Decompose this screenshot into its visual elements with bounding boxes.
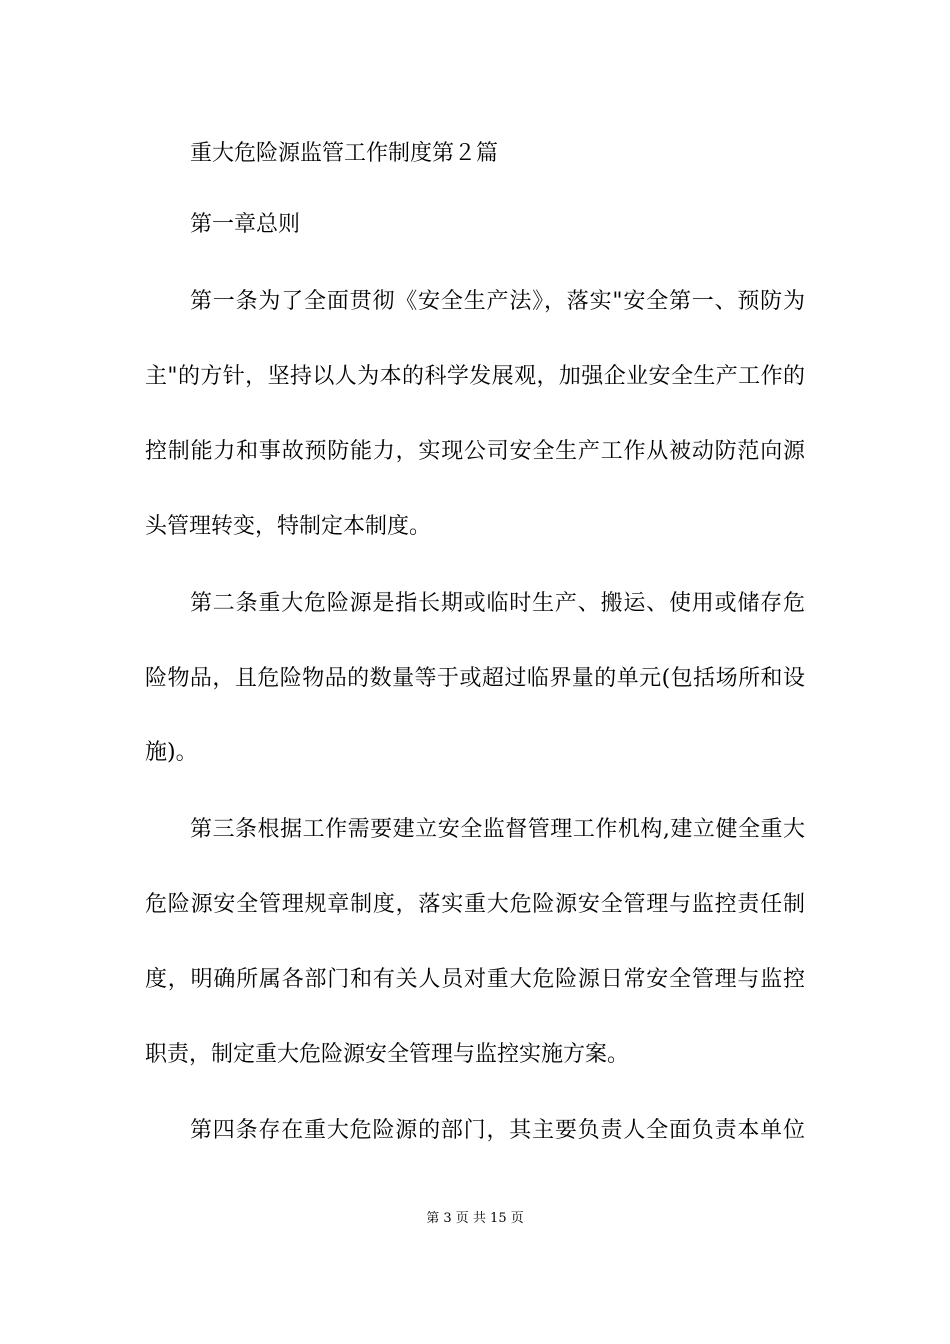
article-3-line-2: 危险源安全管理规章制度，落实重大危险源安全管理与监控责任制	[145, 892, 805, 917]
article-1-line-2: 主"的方针，坚持以人为本的科学发展观，加强企业安全生产工作的	[145, 364, 805, 389]
article-1-line-1: 第一条为了全面贯彻《安全生产法》，落实"安全第一、预防为	[190, 289, 805, 314]
article-2-line-2: 险物品，且危险物品的数量等于或超过临界量的单元(包括场所和设	[145, 666, 805, 691]
article-1-line-4: 头管理转变，特制定本制度。	[145, 514, 432, 539]
article-1-line-3: 控制能力和事故预防能力，实现公司安全生产工作从被动防范向源	[145, 439, 805, 464]
article-3-line-1: 第三条根据工作需要建立安全监督管理工作机构,建立健全重大	[190, 817, 805, 842]
article-3-line-3: 度，明确所属各部门和有关人员对重大危险源日常安全管理与监控	[145, 967, 805, 992]
article-2-line-1: 第二条重大危险源是指长期或临时生产、搬运、使用或储存危	[190, 591, 805, 616]
chapter-heading: 第一章总则	[190, 212, 301, 237]
article-3-line-4: 职责，制定重大危险源安全管理与监控实施方案。	[145, 1042, 630, 1067]
article-2-line-3: 施)。	[145, 740, 198, 765]
document-title: 重大危险源监管工作制度第２篇	[190, 141, 499, 166]
page-number-footer: 第 3 页 共 15 页	[426, 1211, 524, 1226]
article-4-line-1: 第四条存在重大危险源的部门，其主要负责人全面负责本单位	[190, 1118, 805, 1143]
